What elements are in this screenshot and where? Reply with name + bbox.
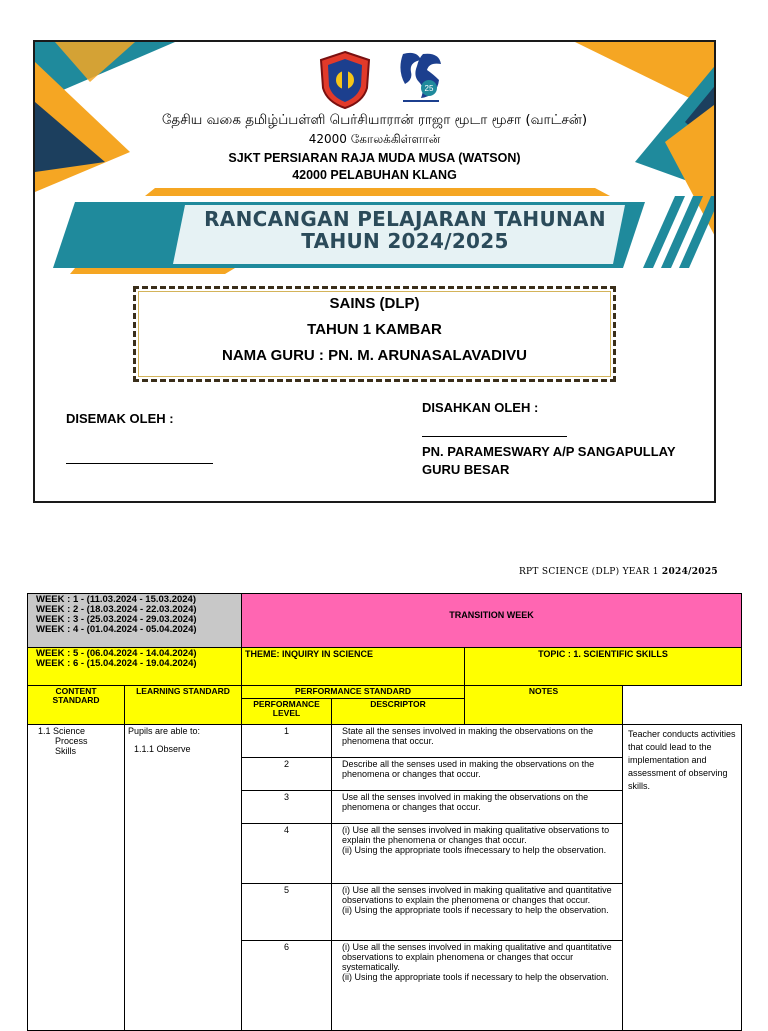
teacher-name: NAMA GURU : PN. M. ARUNASALAVADIVU bbox=[222, 347, 527, 364]
week-5: WEEK : 5 - (06.04.2024 - 14.04.2024) bbox=[36, 648, 197, 659]
theme-cell: THEME: INQUIRY IN SCIENCE bbox=[242, 648, 465, 686]
level-cell: 2 bbox=[242, 758, 332, 791]
descriptor-cell: (i) Use all the senses involved in making qualitative and quantitative observations to explain the phenomena or changes that occur. (ii) Using the appropriate tools if necessary to help the observation. bbox=[332, 884, 623, 941]
cover-page bbox=[33, 40, 716, 503]
descriptor-header: DESCRIPTOR bbox=[332, 699, 465, 725]
approver-name: PN. PARAMESWARY A/P SANGAPULLAY bbox=[422, 444, 676, 459]
approver-title: GURU BESAR bbox=[422, 462, 510, 477]
class-name: TAHUN 1 KAMBAR bbox=[307, 321, 442, 338]
rpt-header-year: 2024/2025 bbox=[661, 567, 718, 577]
level-cell: 3 bbox=[242, 791, 332, 824]
content-standard-cell bbox=[28, 725, 125, 1031]
checked-by-signature-line bbox=[66, 463, 213, 464]
rpt-header-prefix: RPT SCIENCE (DLP) YEAR 1 bbox=[518, 567, 662, 577]
anniversary-logo bbox=[399, 50, 443, 106]
content-standard-line: 1.1 Science bbox=[38, 726, 86, 736]
notes-header: NOTES bbox=[465, 686, 623, 725]
rpt-page-header bbox=[519, 567, 718, 577]
teaching-weeks-cell bbox=[28, 648, 242, 686]
performance-standard-header: PERFORMANCE STANDARD bbox=[242, 686, 465, 699]
week-6: WEEK : 6 - (15.04.2024 - 19.04.2024) bbox=[36, 658, 197, 669]
transition-week-label: TRANSITION WEEK bbox=[242, 594, 742, 648]
approved-by-label: DISAHKAN OLEH : bbox=[422, 400, 539, 415]
plan-title-line1: RANCANGAN PELAJARAN TAHUNAN bbox=[204, 207, 606, 231]
content-standard-line: Process bbox=[55, 736, 88, 746]
logo-badge-text: 25 bbox=[424, 84, 434, 93]
descriptor-cell: (i) Use all the senses involved in making qualitative and quantitative observations to explain phenomena or changes that occur systematically. (ii) Using the appropriate tools if necessary to help the observation. bbox=[332, 941, 623, 1031]
school-name: SJKT PERSIARAN RAJA MUDA MUSA (WATSON) bbox=[228, 151, 521, 165]
school-crest-logo bbox=[317, 50, 373, 110]
topic-cell: TOPIC : 1. SCIENTIFIC SKILLS bbox=[465, 648, 742, 686]
level-cell: 1 bbox=[242, 725, 332, 758]
week-2: WEEK : 2 - (18.03.2024 - 22.03.2024) bbox=[36, 604, 197, 615]
rpt-table bbox=[27, 593, 742, 1031]
content-standard-line: Skills bbox=[55, 746, 77, 756]
performance-level-header: PERFORMANCE LEVEL bbox=[242, 699, 332, 725]
content-standard-header: CONTENT STANDARD bbox=[28, 686, 125, 725]
level-cell: 5 bbox=[242, 884, 332, 941]
school-city: 42000 PELABUHAN KLANG bbox=[292, 168, 457, 182]
level-cell: 6 bbox=[242, 941, 332, 1031]
descriptor-cell: Use all the senses involved in making the observations on the phenomena or changes that occur. bbox=[332, 791, 623, 824]
approved-by-signature-line bbox=[422, 436, 567, 437]
subject-name: SAINS (DLP) bbox=[329, 295, 420, 312]
transition-weeks-cell bbox=[28, 594, 242, 648]
descriptor-cell: Describe all the senses used in making the observations on the phenomena or changes that occur. bbox=[332, 758, 623, 791]
tamil-school-name: தேசிய வகை தமிழ்ப்பள்ளி பெர்சியாரான் ராஜா மூடா மூசா (வாட்சன்) bbox=[161, 112, 588, 128]
learning-standard-item: 1.1.1 Observe bbox=[134, 744, 191, 754]
descriptor-cell: (i) Use all the senses involved in making qualitative observations to explain the phenomena or changes that occur. (ii) Using the appropriate tools ifnecessary to help the observation. bbox=[332, 824, 623, 884]
tamil-address: 42000 கோலக்கிள்ளான் bbox=[308, 132, 441, 146]
subject-info-box bbox=[133, 286, 616, 382]
week-3: WEEK : 3 - (25.03.2024 - 29.03.2024) bbox=[36, 614, 197, 625]
week-4: WEEK : 4 - (01.04.2024 - 05.04.2024) bbox=[36, 624, 197, 635]
notes-cell: Teacher conducts activities that could lead to the implementation and assessment of observing skills. bbox=[623, 725, 742, 1031]
plan-title-line2: TAHUN 2024/2025 bbox=[301, 229, 509, 253]
learning-standard-header: LEARNING STANDARD bbox=[125, 686, 242, 725]
level-cell: 4 bbox=[242, 824, 332, 884]
checked-by-label: DISEMAK OLEH : bbox=[66, 411, 174, 426]
descriptor-cell: State all the senses involved in making the observations on the phenomena that occur. bbox=[332, 725, 623, 758]
learning-standard-intro: Pupils are able to: bbox=[128, 726, 201, 736]
week-1: WEEK : 1 - (11.03.2024 - 15.03.2024) bbox=[36, 594, 197, 605]
plan-title bbox=[185, 208, 625, 252]
learning-standard-cell bbox=[125, 725, 242, 1031]
